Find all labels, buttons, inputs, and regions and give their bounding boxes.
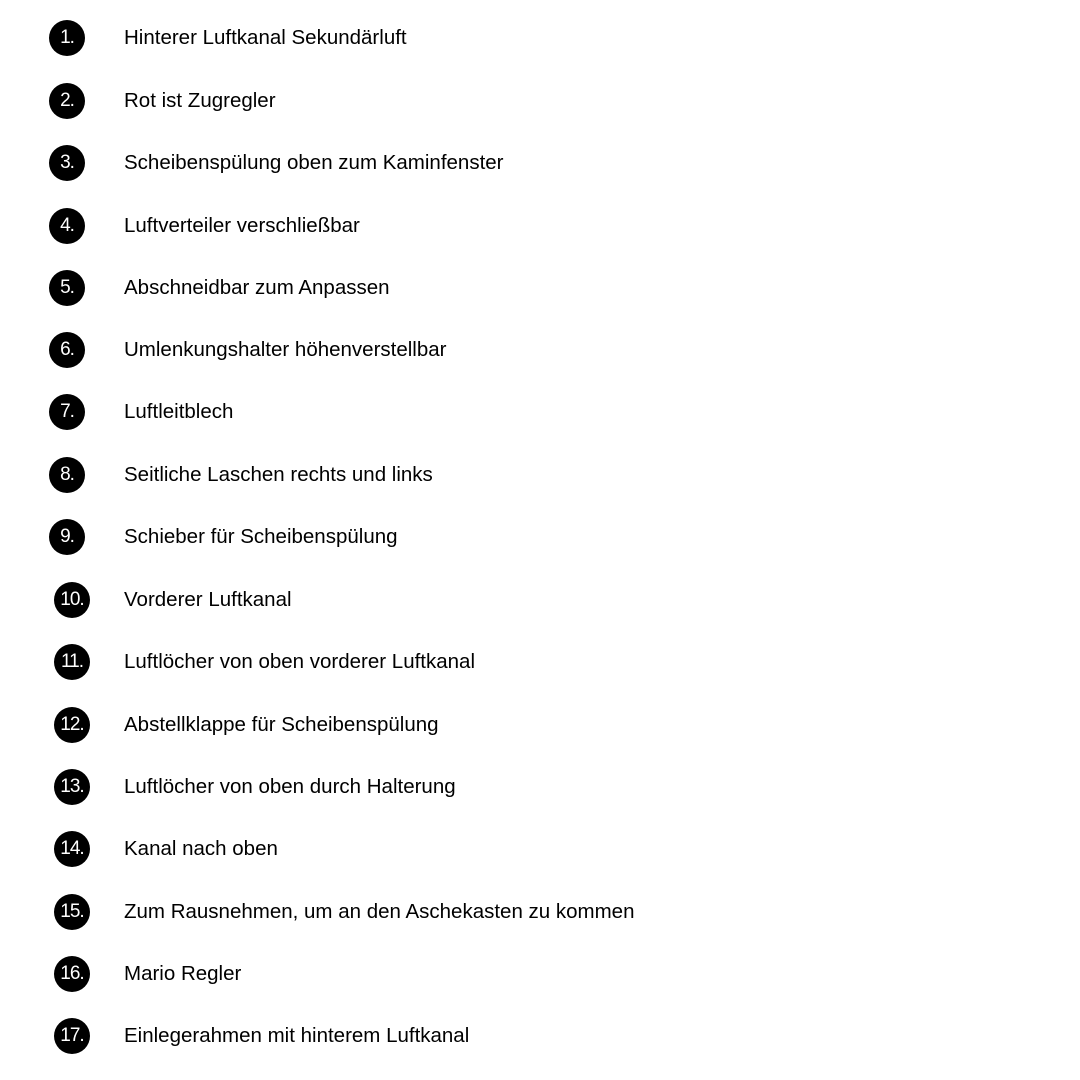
item-label: Einlegerahmen mit hinterem Luftkanal: [124, 1024, 470, 1047]
number-badge: 10.: [54, 582, 90, 618]
item-label: Luftlöcher von oben durch Halterung: [124, 775, 456, 798]
list-item: [0, 16, 1080, 60]
list-item: [0, 266, 1080, 310]
number-badge: 6.: [49, 332, 85, 368]
number-badge: 12.: [54, 707, 90, 743]
list-item: [0, 703, 1080, 747]
item-label: Mario Regler: [124, 962, 242, 985]
number-badge: 13.: [54, 769, 90, 805]
list-item: [0, 827, 1080, 871]
number-badge: 3.: [49, 145, 85, 181]
list-item: [0, 204, 1080, 248]
number-badge: 5.: [49, 270, 85, 306]
list-item: [0, 640, 1080, 684]
list-item: [0, 79, 1080, 123]
item-label: Seitliche Laschen rechts und links: [124, 463, 433, 486]
list-item: [0, 578, 1080, 622]
item-label: Zum Rausnehmen, um an den Aschekasten zu kommen: [124, 900, 635, 923]
item-label: Luftverteiler verschließbar: [124, 214, 360, 237]
list-item: [0, 453, 1080, 497]
number-badge: 14.: [54, 831, 90, 867]
number-badge: 17.: [54, 1018, 90, 1054]
item-label: Luftlöcher von oben vorderer Luftkanal: [124, 650, 476, 673]
number-badge: 11.: [54, 644, 90, 680]
list-item: [0, 390, 1080, 434]
list-item: [0, 515, 1080, 559]
item-label: Abschneidbar zum Anpassen: [124, 276, 390, 299]
item-label: Scheibenspülung oben zum Kaminfenster: [124, 151, 504, 174]
list-item: [0, 141, 1080, 185]
item-label: Umlenkungshalter höhenverstellbar: [124, 338, 447, 361]
list-item: [0, 765, 1080, 809]
list-item: [0, 890, 1080, 934]
item-label: Abstellklappe für Scheibenspülung: [124, 713, 439, 736]
number-badge: 4.: [49, 208, 85, 244]
item-label: Vorderer Luftkanal: [124, 588, 292, 611]
item-label: Schieber für Scheibenspülung: [124, 525, 398, 548]
item-label: Rot ist Zugregler: [124, 89, 276, 112]
list-item: [0, 1014, 1080, 1058]
item-label: Hinterer Luftkanal Sekundärluft: [124, 26, 407, 49]
item-label: Luftleitblech: [124, 400, 234, 423]
number-badge: 16.: [54, 956, 90, 992]
number-badge: 7.: [49, 394, 85, 430]
list-item: [0, 328, 1080, 372]
number-badge: 9.: [49, 519, 85, 555]
item-label: Kanal nach oben: [124, 837, 278, 860]
number-badge: 15.: [54, 894, 90, 930]
number-badge: 1.: [49, 20, 85, 56]
list-item: [0, 952, 1080, 996]
number-badge: 2.: [49, 83, 85, 119]
number-badge: 8.: [49, 457, 85, 493]
